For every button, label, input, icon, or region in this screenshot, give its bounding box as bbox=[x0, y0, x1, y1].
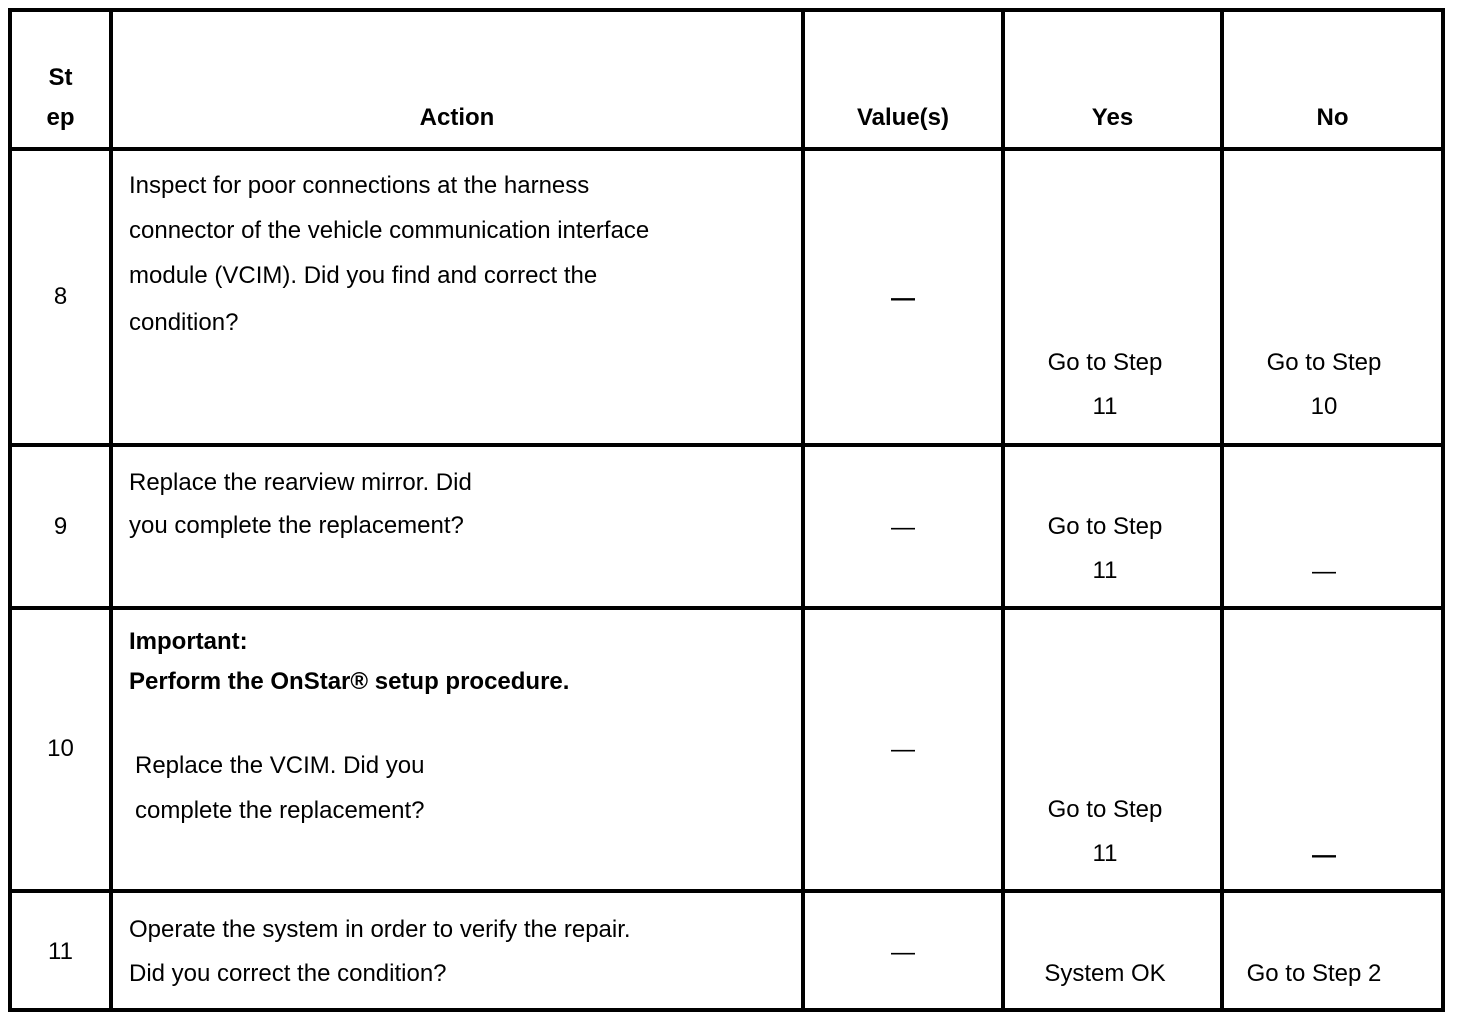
step-number: 8 bbox=[53, 283, 68, 310]
yes-result: System OK bbox=[1044, 960, 1166, 987]
yes-result bbox=[1005, 788, 1205, 876]
action-text bbox=[129, 461, 789, 547]
header-values: Value(s) bbox=[856, 104, 950, 131]
action-line: condition? bbox=[129, 309, 239, 336]
table-border-top bbox=[8, 8, 1445, 12]
action-text bbox=[129, 908, 789, 996]
header-step-line-1: St bbox=[48, 64, 73, 91]
important-label: Important: bbox=[129, 628, 248, 655]
value-dash: — bbox=[891, 514, 915, 541]
step-number: 11 bbox=[48, 938, 73, 965]
step-number: 10 bbox=[47, 735, 74, 762]
yes-line: Go to Step bbox=[1047, 349, 1163, 376]
header-action: Action bbox=[419, 104, 495, 131]
row-divider bbox=[8, 889, 1445, 893]
row-divider bbox=[8, 606, 1445, 610]
column-divider bbox=[109, 8, 113, 1012]
header-divider bbox=[8, 147, 1445, 151]
action-line: complete the replacement? bbox=[135, 797, 425, 824]
yes-line: 11 bbox=[1092, 557, 1118, 584]
value-dash: — bbox=[891, 285, 915, 312]
diagnostic-table bbox=[8, 8, 1445, 1012]
value-dash: — bbox=[891, 939, 915, 966]
yes-line: Go to Step bbox=[1047, 513, 1163, 540]
action-text bbox=[135, 743, 785, 833]
row-divider bbox=[8, 443, 1445, 447]
action-line: Replace the VCIM. Did you bbox=[135, 752, 425, 779]
action-line: Inspect for poor connections at the harness bbox=[129, 172, 590, 199]
header-no: No bbox=[1316, 104, 1349, 131]
no-dash: — bbox=[1312, 842, 1336, 869]
important-text: Perform the OnStar® setup procedure. bbox=[129, 668, 570, 695]
table-border-right bbox=[1441, 8, 1445, 1012]
action-text bbox=[129, 163, 789, 345]
value-dash: — bbox=[891, 736, 915, 763]
column-divider bbox=[801, 8, 805, 1012]
yes-line: 11 bbox=[1092, 393, 1118, 420]
action-line: Did you correct the condition? bbox=[129, 960, 447, 987]
action-line: Operate the system in order to verify the repair. bbox=[129, 916, 631, 943]
step-number: 9 bbox=[53, 513, 68, 540]
yes-line: 11 bbox=[1092, 840, 1118, 867]
yes-result bbox=[1005, 341, 1205, 429]
no-result: Go to Step 2 bbox=[1246, 960, 1382, 987]
no-dash: — bbox=[1312, 558, 1336, 585]
header-step-line-2: ep bbox=[46, 104, 75, 131]
action-line: module (VCIM). Did you find and correct the bbox=[129, 262, 598, 289]
action-line: connector of the vehicle communication interface bbox=[129, 217, 650, 244]
no-line: 10 bbox=[1310, 393, 1338, 420]
yes-line: Go to Step bbox=[1047, 796, 1163, 823]
header-step bbox=[12, 58, 109, 138]
table-border-bottom bbox=[8, 1008, 1445, 1012]
action-line: you complete the replacement? bbox=[129, 512, 464, 539]
action-line: Replace the rearview mirror. Did bbox=[129, 469, 472, 496]
yes-result bbox=[1005, 505, 1205, 593]
header-yes: Yes bbox=[1091, 104, 1134, 131]
no-line: Go to Step bbox=[1266, 349, 1382, 376]
no-result bbox=[1224, 341, 1424, 429]
